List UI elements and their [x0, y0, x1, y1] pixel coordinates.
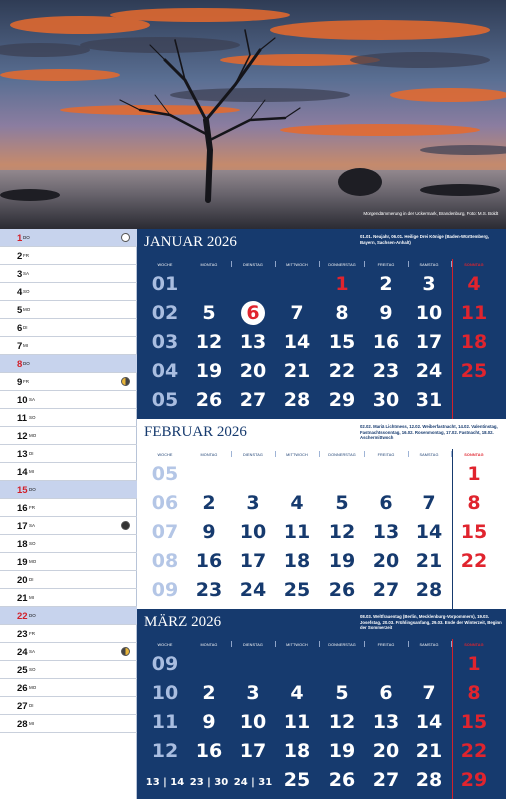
weekday-abbr: FR: [29, 631, 35, 636]
landscape-photo: [0, 0, 506, 229]
weekday-abbr: SO: [29, 415, 36, 420]
column-tick: [275, 641, 276, 647]
calendar-day: 5: [202, 302, 216, 324]
day-number: 28: [17, 719, 28, 730]
column-header: FREITAG: [377, 263, 395, 267]
column-header: DIENSTAG: [243, 453, 263, 457]
calendar-day: 13: [239, 331, 267, 353]
day-row: [0, 463, 137, 481]
day-row: [0, 499, 137, 517]
calendar-day: 1: [467, 653, 481, 675]
calendar-day: 23: [372, 360, 400, 382]
weekday-abbr: MI: [29, 721, 34, 726]
day-number: 14: [17, 467, 28, 478]
calendar-day: 29: [460, 769, 488, 791]
day-number: 15: [17, 485, 28, 496]
column-tick: [408, 451, 409, 457]
column-tick: [451, 641, 452, 647]
day-row: [0, 571, 137, 589]
day-row: [0, 715, 137, 733]
calendar-day: 7: [290, 302, 304, 324]
day-number: 11: [17, 413, 28, 424]
calendar-day: 6: [379, 682, 393, 704]
calendar-day: 19: [195, 360, 223, 382]
calendar-day: 8: [467, 682, 481, 704]
calendar-day: 24: [239, 579, 267, 601]
calendar-day: 7: [422, 492, 436, 514]
weekday-abbr: SO: [29, 541, 36, 546]
day-number: 12: [17, 431, 28, 442]
week-number: 09: [151, 579, 179, 601]
day-number: 9: [17, 377, 23, 388]
day-number: 22: [17, 611, 28, 622]
calendar-day: 7: [422, 682, 436, 704]
calendar-day: 10: [415, 302, 443, 324]
day-row: [0, 265, 137, 283]
column-header: DIENSTAG: [243, 643, 263, 647]
sunday-divider: [452, 639, 453, 799]
column-header: SAMSTAG: [419, 643, 439, 647]
calendar-day: 27: [372, 579, 400, 601]
calendar-day: 27: [239, 389, 267, 411]
day-row: [0, 481, 137, 499]
day-row: [0, 625, 137, 643]
calendar-day: 24 | 31: [233, 777, 273, 788]
day-row: [0, 229, 137, 247]
day-number: 19: [17, 557, 28, 568]
week-number: 03: [151, 331, 179, 353]
calendar-day: 5: [335, 682, 349, 704]
calendar-day: 30: [372, 389, 400, 411]
calendar-day: 11: [283, 711, 311, 733]
calendar-day: 12: [195, 331, 223, 353]
month-title: JANUAR 2026: [144, 234, 237, 250]
week-number: 02: [151, 302, 179, 324]
calendar-day: 29: [328, 389, 356, 411]
column-tick: [408, 261, 409, 267]
calendar-day: 26: [328, 579, 356, 601]
column-tick: [319, 641, 320, 647]
calendar-day: 17: [415, 331, 443, 353]
calendar-day: 18: [460, 331, 488, 353]
weekday-abbr: DO: [29, 613, 36, 618]
weekday-abbr: MI: [23, 343, 28, 348]
day-row: [0, 679, 137, 697]
weekday-abbr: MO: [29, 685, 37, 690]
calendar-day: 23: [195, 579, 223, 601]
calendar-day: 4: [290, 682, 304, 704]
column-header: MONTAG: [200, 453, 218, 457]
week-number: 01: [151, 273, 179, 295]
column-header: MITTWOCH: [286, 643, 308, 647]
day-row: [0, 589, 137, 607]
day-row: [0, 247, 137, 265]
column-header: SONNTAG: [464, 263, 484, 267]
calendar-day: 6: [241, 301, 265, 325]
calendar-day: 1: [335, 273, 349, 295]
calendar-day: 2: [202, 682, 216, 704]
calendar-day: 18: [283, 550, 311, 572]
holiday-notes: 02.02. Mariä Lichtmess, 12.02. Weiberfastnacht, 14.02. Valentinstag, Fastnachtssonntag, 16.02. Rosenmontag, 17.02. Fastnacht, 18.02. Aschermittwoch: [360, 424, 498, 441]
calendar-day: 20: [372, 740, 400, 762]
calendar-day: 26: [195, 389, 223, 411]
week-number: 07: [151, 521, 179, 543]
weekday-abbr: SA: [23, 271, 30, 276]
weekday-abbr: DO: [29, 487, 36, 492]
week-number: 05: [151, 463, 179, 485]
column-header: FREITAG: [377, 453, 395, 457]
holiday-notes: 08.03. Weltfrauentag (Berlin, Mecklenburg-Vorpommern), 19.03. Josefstag, 20.03. Frühlingsanfang, 29.03. Ende der Winterzeit, Beginn der Sommerzeit: [360, 614, 502, 631]
weekday-abbr: MO: [29, 433, 37, 438]
month-panel: [137, 609, 506, 799]
column-header: MONTAG: [200, 263, 218, 267]
column-tick: [275, 261, 276, 267]
calendar-day: 15: [460, 521, 488, 543]
calendar-day: 15: [460, 711, 488, 733]
column-header: MITTWOCH: [286, 263, 308, 267]
column-header: MONTAG: [200, 643, 218, 647]
month-title: MÄRZ 2026: [144, 614, 222, 630]
calendar-day: 27: [372, 769, 400, 791]
column-tick: [319, 261, 320, 267]
weekday-abbr: FR: [23, 253, 29, 258]
calendar-day: 6: [379, 492, 393, 514]
calendar-day: 13: [372, 521, 400, 543]
day-row: [0, 553, 137, 571]
calendar-day: 18: [283, 740, 311, 762]
calendar-day: 4: [467, 273, 481, 295]
column-header: SAMSTAG: [419, 453, 439, 457]
column-tick: [231, 451, 232, 457]
day-row: [0, 643, 137, 661]
moon-phase-icon: [121, 233, 130, 242]
calendar-day: 3: [422, 273, 436, 295]
day-row: [0, 535, 137, 553]
day-number: 13: [17, 449, 28, 460]
column-tick: [364, 641, 365, 647]
weekday-abbr: FR: [29, 505, 35, 510]
weekday-abbr: SO: [23, 289, 30, 294]
day-row: [0, 355, 137, 373]
day-number: 1: [17, 233, 23, 244]
day-number: 24: [17, 647, 28, 658]
week-number: 08: [151, 550, 179, 572]
calendar-day: 23 | 30: [189, 777, 229, 788]
day-number: 27: [17, 701, 28, 712]
day-number: 23: [17, 629, 28, 640]
week-number: 04: [151, 360, 179, 382]
column-tick: [451, 451, 452, 457]
weekday-abbr: SA: [29, 649, 36, 654]
weekday-abbr: MO: [29, 559, 37, 564]
weekday-abbr: SA: [29, 523, 36, 528]
week-number: 12: [151, 740, 179, 762]
calendar-day: 19: [328, 550, 356, 572]
weekday-abbr: FR: [23, 379, 29, 384]
day-row: [0, 409, 137, 427]
calendar-day: 13: [372, 711, 400, 733]
weekday-abbr: DI: [29, 451, 34, 456]
calendar-day: 22: [460, 550, 488, 572]
weekday-abbr: MI: [29, 595, 34, 600]
weekday-abbr: DO: [23, 361, 30, 366]
calendar-day: 31: [415, 389, 443, 411]
calendar-day: 8: [335, 302, 349, 324]
calendar-day: 15: [328, 331, 356, 353]
calendar-day: 25: [460, 360, 488, 382]
month-panel: [137, 419, 506, 609]
column-header: FREITAG: [377, 643, 395, 647]
calendar-day: 28: [415, 579, 443, 601]
day-number: 8: [17, 359, 23, 370]
column-header: DONNERSTAG: [328, 453, 356, 457]
day-number: 18: [17, 539, 28, 550]
day-row: [0, 697, 137, 715]
calendar-day: 11: [283, 521, 311, 543]
calendar-day: 26: [328, 769, 356, 791]
column-header: DONNERSTAG: [328, 263, 356, 267]
calendar-day: 16: [195, 550, 223, 572]
column-tick: [319, 451, 320, 457]
column-header: SONNTAG: [464, 453, 484, 457]
calendar-day: 17: [239, 740, 267, 762]
sunday-divider: [452, 449, 453, 609]
column-tick: [364, 451, 365, 457]
calendar-day: 22: [328, 360, 356, 382]
calendar-day: 5: [335, 492, 349, 514]
calendar-day: 17: [239, 550, 267, 572]
day-number: 4: [17, 287, 23, 298]
calendar-day: 21: [283, 360, 311, 382]
column-tick: [275, 451, 276, 457]
column-tick: [451, 261, 452, 267]
day-row: [0, 517, 137, 535]
column-header: WOCHE: [157, 453, 173, 457]
calendar-day: 2: [379, 273, 393, 295]
calendar-day: 10: [239, 711, 267, 733]
calendar-day: 9: [202, 521, 216, 543]
day-number: 5: [17, 305, 23, 316]
day-row: [0, 319, 137, 337]
weekday-abbr: SA: [29, 397, 36, 402]
calendar-day: 21: [415, 550, 443, 572]
weekday-abbr: MO: [23, 307, 31, 312]
calendar-day: 16: [195, 740, 223, 762]
day-number: 10: [17, 395, 28, 406]
calendar-day: 2: [202, 492, 216, 514]
moon-phase-icon: [121, 377, 130, 386]
calendar-day: 20: [372, 550, 400, 572]
calendar-day: 3: [246, 492, 260, 514]
day-number: 17: [17, 521, 28, 532]
holiday-notes: 01.01. Neujahr, 06.01. Heilige Drei Könige (Baden-Württemberg, Bayern, Sachsen-Anhalt): [360, 234, 489, 245]
week-number: 10: [151, 682, 179, 704]
calendar-day: 10: [239, 521, 267, 543]
month-panel: [137, 229, 506, 419]
weekday-abbr: SO: [29, 667, 36, 672]
weekday-abbr: DI: [29, 577, 34, 582]
calendar-day: 3: [246, 682, 260, 704]
weekday-abbr: DO: [23, 235, 30, 240]
day-number: 25: [17, 665, 28, 676]
day-row: [0, 607, 137, 625]
day-row: [0, 373, 137, 391]
calendar-day: 22: [460, 740, 488, 762]
calendar-day: 19: [328, 740, 356, 762]
column-header: MITTWOCH: [286, 453, 308, 457]
week-number: 13 | 14: [145, 777, 185, 788]
weekday-abbr: MI: [29, 469, 34, 474]
column-header: SONNTAG: [464, 643, 484, 647]
column-tick: [231, 261, 232, 267]
calendar-day: 8: [467, 492, 481, 514]
month-title: FEBRUAR 2026: [144, 424, 247, 440]
photo-caption: Morgendämmerung in der Uckermark, Brandenburg, Foto: M.S. Boldt: [363, 211, 498, 216]
calendar-day: 25: [283, 769, 311, 791]
calendar-day: 21: [415, 740, 443, 762]
day-row: [0, 337, 137, 355]
column-header: WOCHE: [157, 643, 173, 647]
day-number: 6: [17, 323, 23, 334]
column-tick: [364, 261, 365, 267]
calendar-day: 9: [379, 302, 393, 324]
day-row: [0, 391, 137, 409]
day-row: [0, 283, 137, 301]
day-number: 7: [17, 341, 23, 352]
column-tick: [408, 641, 409, 647]
day-number: 20: [17, 575, 28, 586]
calendar-day: 28: [415, 769, 443, 791]
sunday-divider: [452, 259, 453, 419]
column-header: DIENSTAG: [243, 263, 263, 267]
weekday-abbr: DI: [23, 325, 28, 330]
calendar-photo: [0, 0, 506, 229]
day-list-column: [0, 229, 137, 799]
calendar-day: 28: [283, 389, 311, 411]
day-number: 2: [17, 251, 23, 262]
week-number: 09: [151, 653, 179, 675]
calendar-day: 16: [372, 331, 400, 353]
column-header: DONNERSTAG: [328, 643, 356, 647]
day-number: 26: [17, 683, 28, 694]
calendar-day: 25: [283, 579, 311, 601]
week-number: 05: [151, 389, 179, 411]
calendar-day: 14: [283, 331, 311, 353]
week-number: 11: [151, 711, 179, 733]
calendar-day: 9: [202, 711, 216, 733]
calendar-day: 11: [460, 302, 488, 324]
day-row: [0, 661, 137, 679]
column-header: SAMSTAG: [419, 263, 439, 267]
day-number: 21: [17, 593, 28, 604]
calendar-day: 12: [328, 521, 356, 543]
calendar-day: 24: [415, 360, 443, 382]
calendar-day: 20: [239, 360, 267, 382]
column-tick: [231, 641, 232, 647]
calendar-day: 4: [290, 492, 304, 514]
weekday-abbr: DI: [29, 703, 34, 708]
day-number: 16: [17, 503, 28, 514]
moon-phase-icon: [121, 521, 130, 530]
column-header: WOCHE: [157, 263, 173, 267]
calendar-day: 1: [467, 463, 481, 485]
day-row: [0, 445, 137, 463]
calendar-day: 14: [415, 521, 443, 543]
day-number: 3: [17, 269, 23, 280]
calendar-day: 14: [415, 711, 443, 733]
day-row: [0, 427, 137, 445]
day-row: [0, 301, 137, 319]
moon-phase-icon: [121, 647, 130, 656]
calendar-day: 12: [328, 711, 356, 733]
week-number: 06: [151, 492, 179, 514]
